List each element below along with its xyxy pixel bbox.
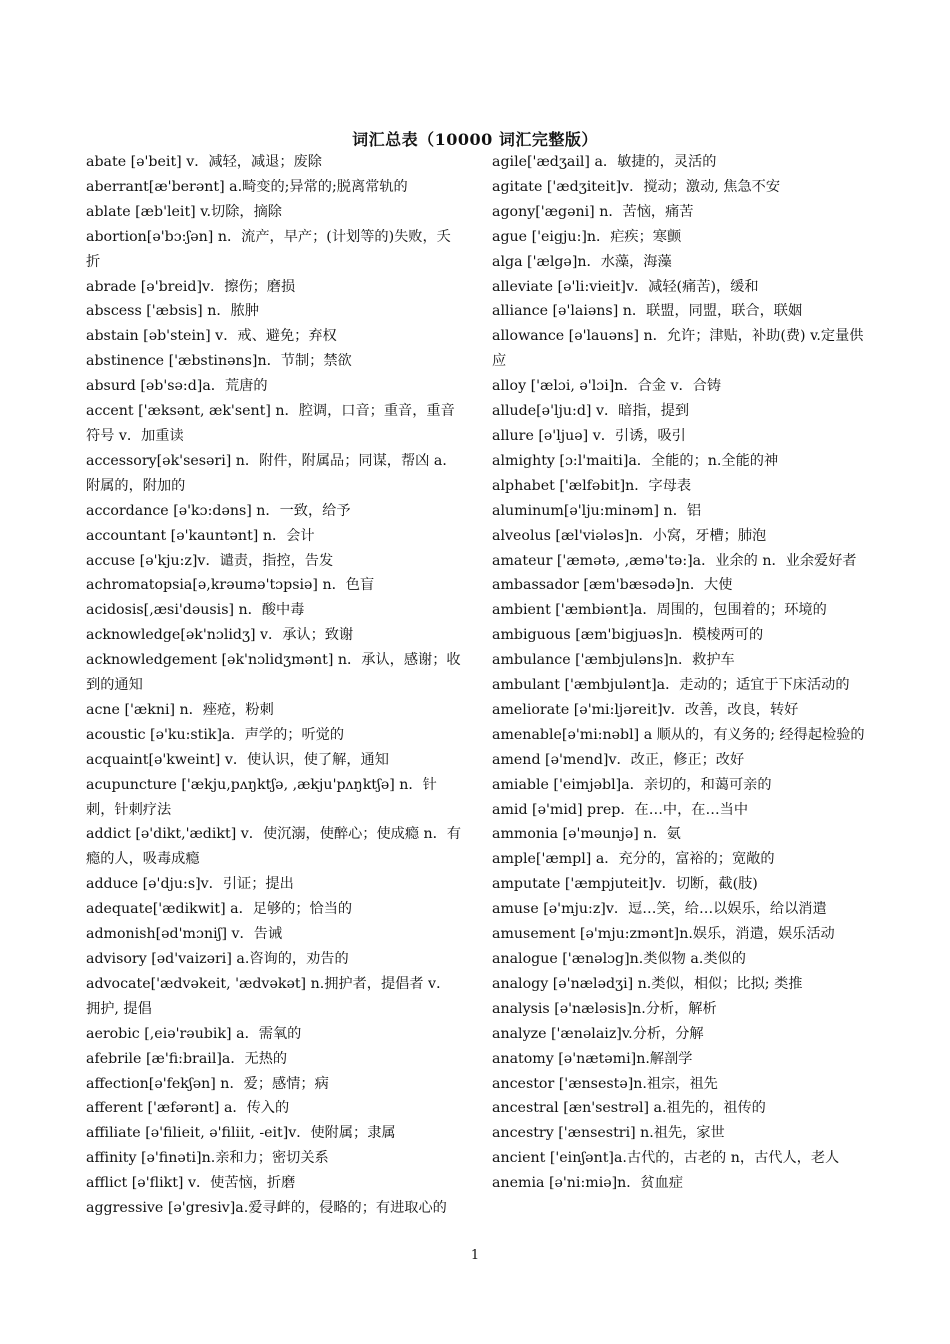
vocab-entry: analogy [ə'nælədʒi] n.类似，相似；比拟; 类推 — [492, 975, 803, 992]
vocab-entry: accent ['æksənt, æk'sent] n．腔调，口音；重音，重音符号 v．加重读 — [86, 403, 455, 444]
vocab-entry: afferent ['æfərənt] a．传入的 — [86, 1100, 290, 1117]
right-column — [492, 150, 870, 1196]
left-column — [86, 150, 464, 1221]
vocab-entry: amuse [ə'mju:z]v．逗…笑，给…以娱乐，给以消遣 — [492, 901, 827, 918]
vocab-entry: ambassador [æm'bæsədə]n．大使 — [492, 577, 733, 594]
vocab-entry: advocate['ædvəkeit, 'ædvəkət] n.拥护者，提倡者 v．拥护, 提倡 — [86, 975, 451, 1017]
vocab-entry: abscess ['æbsis] n．脓肿 — [86, 303, 259, 320]
vocab-entry: affiliate [ə'filieit, ə'filiit, -eit]v．使附属；隶属 — [86, 1125, 396, 1142]
vocab-entry: anemia [ə'ni:miə]n．贫血症 — [492, 1175, 684, 1192]
vocab-entry: analysis [ə'næləsis]n.分析，解析 — [492, 1000, 717, 1017]
vocab-entry: ambulant ['æmbjulənt]a．走动的；适宜于下床活动的 — [492, 677, 850, 694]
vocab-entry: allude[ə'lju:d] v．暗指，提到 — [492, 403, 690, 420]
vocab-entry: afebrile [æ'fi:brail]a．无热的 — [86, 1050, 288, 1067]
vocab-entry: adduce [ə'dju:s]v．引证；提出 — [86, 876, 294, 893]
vocab-entry: agony['ægəni] n．苦恼，痛苦 — [492, 203, 694, 220]
vocab-entry: ambiguous [æm'bigjuəs]n．模棱两可的 — [492, 627, 764, 644]
vocab-entry: amiable ['eimjəbl]a．亲切的，和蔼可亲的 — [492, 776, 772, 793]
vocab-entry: acquaint[ə'kweint] v．使认识，使了解，通知 — [86, 751, 389, 768]
vocab-entry: analyze ['ænəlaiz]v.分析，分解 — [492, 1025, 704, 1042]
vocab-entry: accuse [ə'kju:z]v．谴责，指控，告发 — [86, 552, 334, 569]
vocab-entry: amputate ['æmpjuteit]v．切断，截(肢) — [492, 876, 758, 893]
vocab-entry: ambient ['æmbiənt]a．周围的，包围着的；环境的 — [492, 602, 827, 619]
vocab-entry: ample['æmpl] a．充分的，富裕的；宽敞的 — [492, 851, 775, 868]
vocab-entry: acknowledgement [ək'nɔlidʒmənt] n．承认，感谢；收到的通知 — [86, 652, 461, 694]
vocab-entry: advisory [əd'vaizəri] a.咨询的，劝告的 — [86, 951, 349, 967]
vocab-entry: ameliorate [ə'mi:ljəreit]v．改善，改良，转好 — [492, 701, 799, 718]
vocab-entry: affection[ə'fekʃən] n．爱；感情；病 — [86, 1075, 329, 1092]
vocab-entry: amenable[ə'mi:nəbl] a 顺从的，有义务的; 经得起检验的 — [492, 726, 865, 743]
vocab-entry: ammonia [ə'məunjə] n．氨 — [492, 826, 681, 843]
vocab-entry: amateur ['æmətə, ,æmə'tə:]a．业余的 n．业余爱好者 — [492, 552, 857, 569]
vocab-entry: abortion[ə'bɔ:ʃən] n．流产，早产；(计划等的)失败，夭折 — [86, 228, 451, 270]
vocab-entry: affinity [ə'finəti]n.亲和力；密切关系 — [86, 1150, 329, 1167]
page-title: 词汇总表（10000 词汇完整版） — [352, 130, 598, 149]
vocab-entry: ancestral [æn'sestrəl] a.祖先的，祖传的 — [492, 1100, 766, 1117]
vocab-entry: amusement [ə'mju:zmənt]n.娱乐，消遣，娱乐活动 — [492, 926, 835, 943]
vocab-entry: afflict [ə'flikt] v．使苦恼，折磨 — [86, 1175, 296, 1192]
vocab-entry: absurd [əb'sə:d]a．荒唐的 — [86, 378, 268, 395]
vocab-entry: alveolus [æl'viələs]n．小窝，牙槽；肺泡 — [492, 527, 767, 544]
vocab-entry: addict [ə'dikt,'ædikt] v．使沉溺，使醉心；使成瘾 n．有瘾的人，吸毒成瘾 — [86, 826, 462, 868]
vocab-entry: abstinence ['æbstinəns]n．节制；禁欲 — [86, 353, 352, 370]
vocab-entry: aluminum[ə'lju:minəm] n．铝 — [492, 502, 702, 519]
vocab-entry: acne ['ækni] n．痤疮，粉刺 — [86, 701, 274, 718]
vocab-entry: allure [ə'ljuə] v．引诱，吸引 — [492, 427, 686, 444]
vocab-entry: alliance [ə'laiəns] n．联盟，同盟，联合，联姻 — [492, 303, 803, 320]
vocab-entry: aerobic [,eiə'rəubik] a．需氧的 — [86, 1025, 302, 1042]
vocab-entry: accountant [ə'kauntənt] n．会计 — [86, 527, 315, 544]
vocab-entry: abate [ə'beit] v．减轻，减退；废除 — [86, 154, 322, 170]
vocab-entry: almighty [ɔ:l'maiti]a．全能的；n.全能的神 — [492, 452, 779, 469]
vocab-entry: abrade [ə'breid]v．擦伤；磨损 — [86, 278, 296, 295]
vocab-entry: ambulance ['æmbjuləns]n．救护车 — [492, 652, 735, 669]
vocab-entry: accessory[ək'sesəri] n．附件，附属品；同谋，帮凶 a．附属的，附加的 — [86, 452, 457, 494]
vocab-entry: alga ['ælgə]n．水藻，海藻 — [492, 253, 672, 270]
vocab-entry: ancestry ['ænsestri] n.祖先，家世 — [492, 1125, 725, 1142]
vocab-entry: adequate['ædikwit] a．足够的；恰当的 — [86, 901, 353, 918]
vocab-entry: aberrant[æ'berənt] a.畸变的;异常的;脱离常轨的 — [86, 178, 408, 195]
vocab-entry: agile['ædʒail] a．敏捷的，灵活的 — [492, 154, 717, 170]
vocab-entry: alphabet ['ælfəbit]n．字母表 — [492, 477, 692, 494]
vocab-entry: ablate [æb'leit] v.切除，摘除 — [86, 203, 282, 220]
vocab-entry: ague ['eigju:]n．疟疾；寒颤 — [492, 228, 682, 245]
vocab-entry: acoustic [ə'ku:stik]a．声学的；听觉的 — [86, 726, 345, 743]
page-number: 1 — [470, 1248, 480, 1263]
vocab-entry: acknowledge[ək'nɔlidʒ] v．承认；致谢 — [86, 627, 354, 644]
vocab-entry: achromatopsia[ə,krəumə'tɔpsiə] n．色盲 — [86, 577, 375, 594]
vocab-entry: admonish[əd'mɔniʃ] v．告诫 — [86, 926, 283, 943]
vocab-entry: alloy ['ælɔi, ə'lɔi]n．合金 v．合铸 — [492, 378, 722, 395]
vocab-entry: abstain [əb'stein] v．戒、避免；弃权 — [86, 328, 337, 345]
vocab-entry: acidosis[,æsi'dəusis] n．酸中毒 — [86, 602, 305, 619]
vocab-entry: accordance [ə'kɔ:dəns] n．一致，给予 — [86, 502, 351, 519]
vocab-entry: anatomy [ə'nætəmi]n.解剖学 — [492, 1050, 693, 1067]
vocab-entry: ancient ['einʃənt]a.古代的，古老的 n，古代人，老人 — [492, 1150, 840, 1167]
vocab-entry: aggressive [ə'gresiv]a.爱寻衅的，侵略的；有进取心的 — [86, 1200, 447, 1217]
vocab-entry: amend [ə'mend]v．改正，修正；改好 — [492, 751, 745, 768]
vocab-entry: amid [ə'mid] prep．在…中，在…当中 — [492, 801, 749, 818]
vocab-entry: alleviate [ə'li:vieit]v．减轻(痛苦)，缓和 — [492, 278, 759, 295]
vocab-entry: analogue ['ænəlɔg]n.类似物 a.类似的 — [492, 951, 746, 967]
vocab-entry: allowance [ə'lauəns] n．允许；津贴，补助(费) v.定量供应 — [492, 328, 864, 370]
vocab-entry: agitate ['ædʒiteit]v．搅动；激动, 焦急不安 — [492, 178, 781, 195]
vocab-entry: acupuncture ['ækju,pʌŋktʃə, ,ækju'pʌŋktʃə] n．针刺，针刺疗法 — [86, 776, 437, 818]
vocab-entry: ancestor ['ænsestə]n.祖宗，祖先 — [492, 1075, 718, 1092]
